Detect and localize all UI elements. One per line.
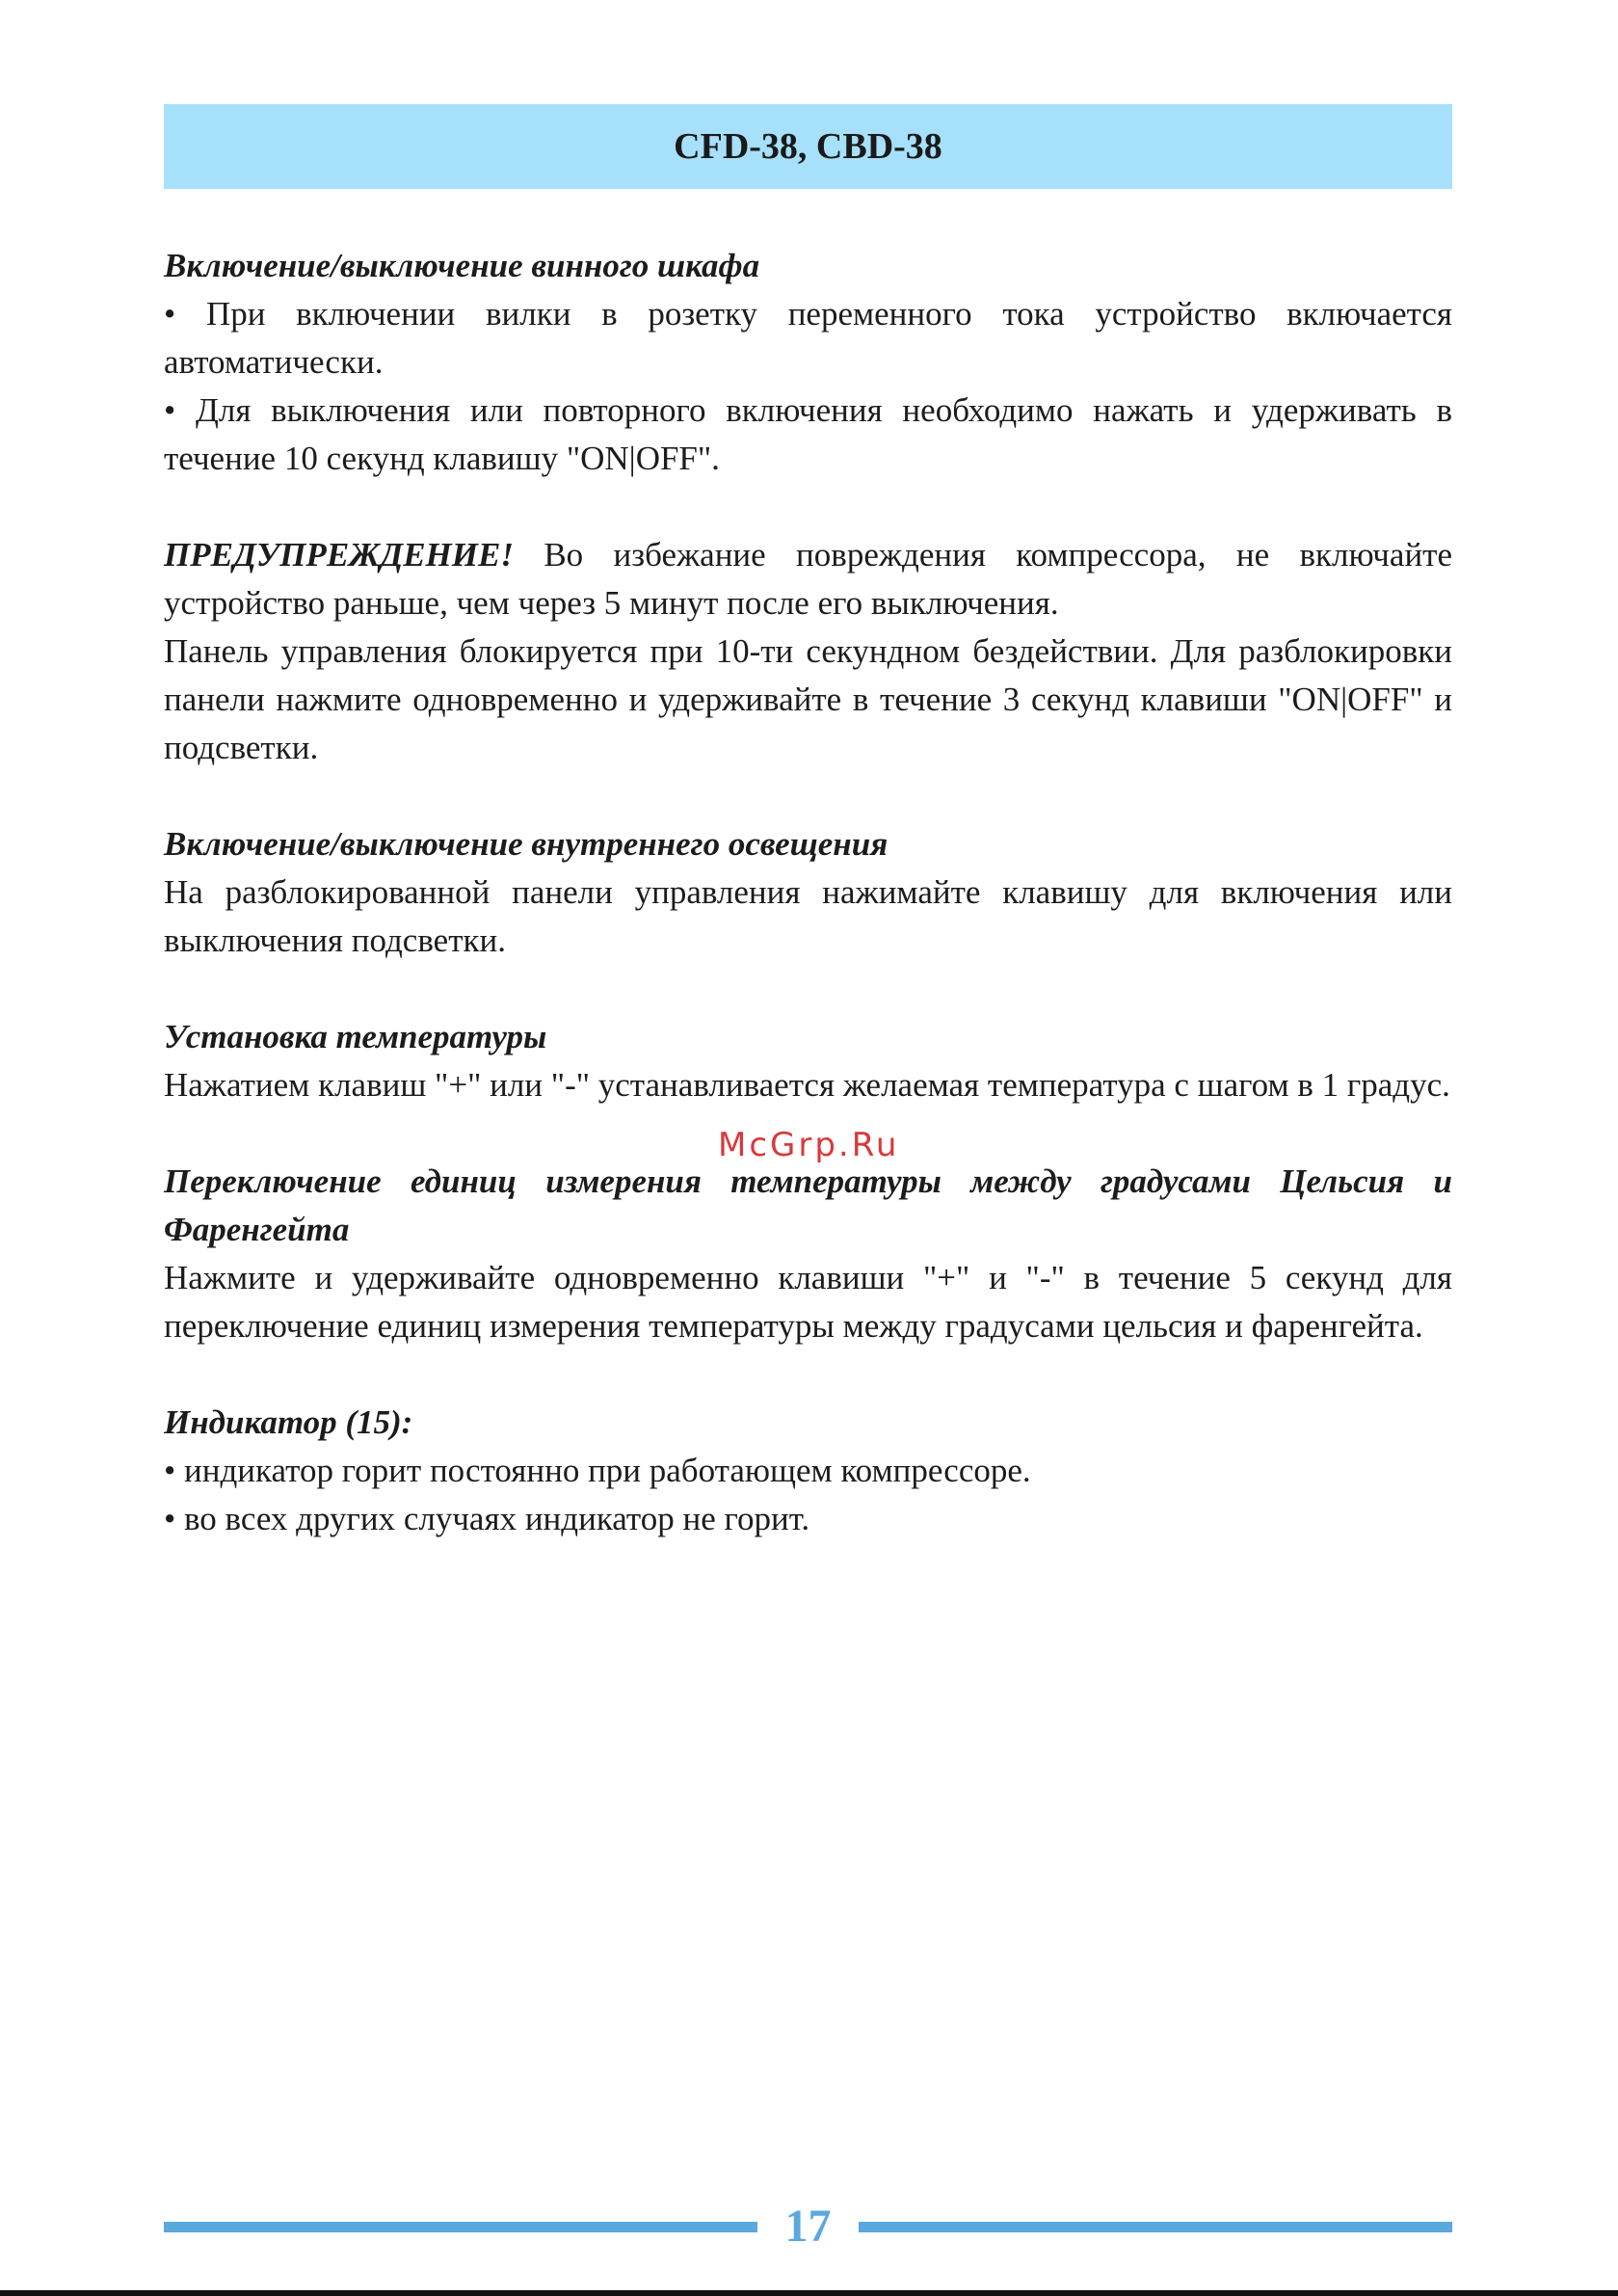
footer-rule-left <box>164 2222 757 2232</box>
page-title: CFD-38, CBD-38 <box>674 126 942 167</box>
watermark-text: McGrp.Ru <box>718 1126 900 1164</box>
header-bar <box>164 104 1452 189</box>
footer-rule-right <box>859 2222 1452 2232</box>
spacer <box>164 1350 1452 1399</box>
page-number: 17 <box>784 2201 832 2252</box>
warning-label: ПРЕДУПРЕЖДЕНИЕ! <box>164 536 514 574</box>
temperature-paragraph: Нажатием клавиш "+" или "-" устанавливается желаемая температура с шагом в 1 градус. <box>164 1066 1450 1104</box>
section-heading-indicator: Индикатор (15): <box>164 1403 413 1441</box>
lock-paragraph: Панель управления блокируется при 10-ти секундном бездействии. Для разблокировки панели нажмите одновременно и удерживайте в течение 3 секунд клавиши "ON|OFF" и подсветки. <box>164 632 1452 766</box>
indicator-bullet-1: • индикатор горит постоянно при работающем компрессоре. <box>164 1452 1031 1489</box>
warning-text: Во избежание повреждения компрессора, не включайте устройство раньше, чем через 5 минут после его выключения. <box>164 536 1452 622</box>
document-body <box>164 242 1452 1543</box>
light-paragraph: На разблокированной панели управления нажимайте клавишу для включения или выключения подсветки. <box>164 873 1452 959</box>
indicator-bullet-2: • во всех других случаях индикатор не горит. <box>164 1500 810 1537</box>
spacer <box>164 965 1452 1013</box>
section-heading-temperature: Установка температуры <box>164 1018 547 1055</box>
section-heading-light: Включение/выключение внутреннего освещения <box>164 825 889 863</box>
section-heading-power: Включение/выключение винного шкафа <box>164 247 760 284</box>
spacer <box>164 483 1452 531</box>
power-bullet-1: • При включении вилки в розетку переменного тока устройство включается автоматически. <box>164 295 1452 381</box>
warning-paragraph <box>164 531 1452 627</box>
units-paragraph: Нажмите и удерживайте одновременно клавиши "+" и "-" в течение 5 секунд для переключение единиц измерения температуры между градусами цельсия и фаренгейта. <box>164 1259 1452 1345</box>
section-heading-units: Переключение единиц измерения температуры между градусами Цельсия и Фаренгейта <box>164 1162 1452 1248</box>
spacer <box>164 772 1452 820</box>
power-bullet-2: • Для выключения или повторного включения необходимо нажать и удерживать в течение 10 секунд клавишу "ON|OFF". <box>164 391 1452 477</box>
page-bottom-edge <box>0 2290 1618 2296</box>
